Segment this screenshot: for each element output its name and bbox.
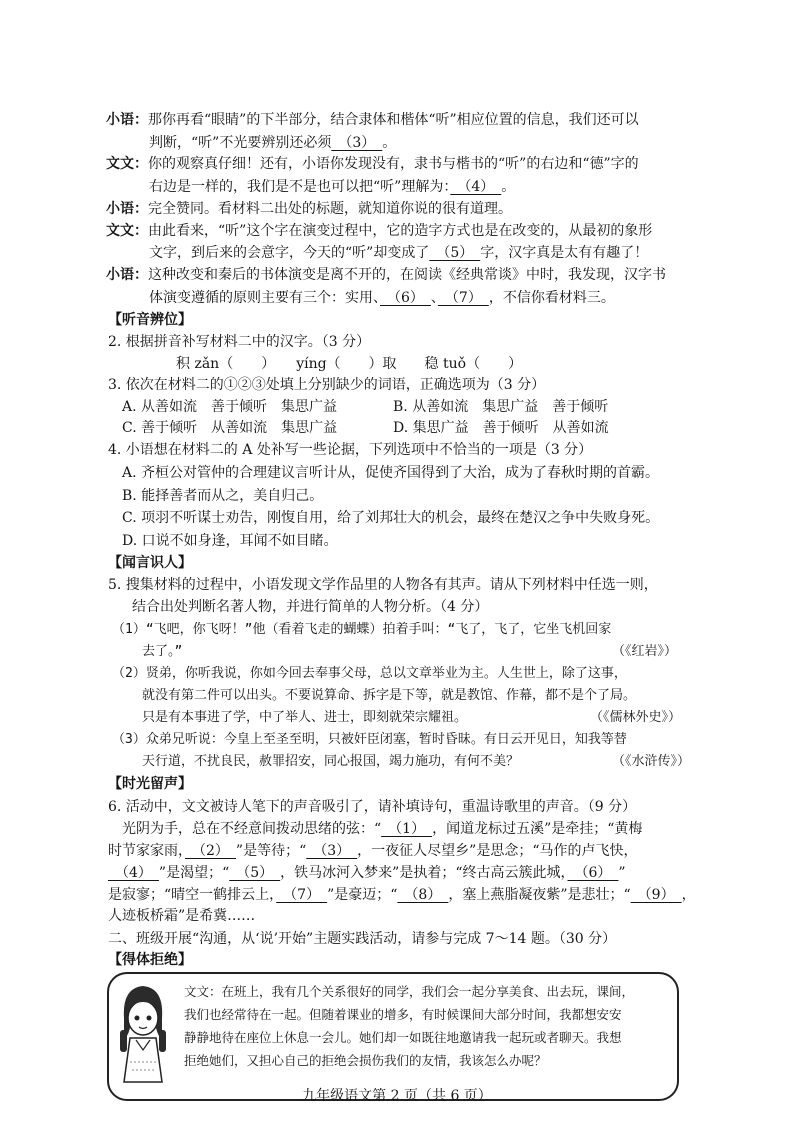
question-3: 3. 依次在材料二的①②③处填上分别缺少的词语，正确选项为（3 分）	[108, 377, 546, 393]
answer-blank[interactable]: （9）	[630, 887, 682, 903]
dialogue-line: 体演变遵循的原则主要有三个：实用、 （6） 、 （7） ，不信你看材料三。	[149, 290, 615, 306]
material-2-line: 就没有第二件可以出头。不要说算命、拆字是下等，就是教馆、作幕，都不是个了局。	[142, 688, 637, 703]
question-2: 2. 根据拼音补写材料二中的汉字。（3 分）	[108, 334, 371, 350]
pinyin-items: 积 zǎn（ ） yíng（ ）取 稳 tuǒ（ ）	[176, 356, 523, 372]
bubble-line: 文文：在班上，我有几个关系很好的同学，我们会一起分享美食、出去玩，课间，	[184, 984, 635, 999]
answer-blank[interactable]: （7）	[276, 887, 328, 903]
dialogue-line: 文文：你的观察真仔细！还有，小语你发现没有，隶书与楷书的“听”的右边和“德”字的	[106, 156, 639, 172]
bubble-line: 拒绝她们，又担心自己的拒绝会损伤我们的友情，我该怎么办呢？	[184, 1053, 547, 1068]
question-5-line2: 结合出处判断名著人物，并进行简单的人物分析。（4 分）	[132, 599, 489, 615]
answer-blank[interactable]: （2）	[185, 843, 236, 859]
option-c[interactable]: C. 项羽不听谋士劝告，刚愎自用，给了刘邦壮大的机会，最终在楚汉之争中失败身死。	[122, 510, 660, 526]
dialogue-line: 小语：这种改变和秦后的书体演变是离不开的，在阅读《经典常谈》中时，我发现，汉字书	[106, 267, 666, 283]
poem-line: 人迹板桥霜”是希冀……	[108, 908, 256, 924]
answer-blank[interactable]: （5）	[229, 865, 281, 881]
answer-blank[interactable]: （6）	[567, 865, 619, 881]
material-1-line: 去了。”	[142, 644, 183, 659]
answer-blank[interactable]: （7）	[437, 290, 489, 306]
girl-avatar-icon	[110, 978, 176, 1086]
option-d[interactable]: D. 口说不如身逢，耳闻不如目睹。	[122, 533, 338, 549]
answer-blank[interactable]: （4）	[108, 865, 159, 881]
part-two-heading: 二、班级开展“沟通，从‘说’开始”主题实践活动，请参与完成 7～14 题。（30 分）	[108, 931, 617, 947]
dialogue-line: 文字，到后来的会意字，今天的“听”却变成了 （5） 字，汉字真是太有有趣了！	[149, 245, 649, 261]
dialogue-line: 小语：那你再看“眼睛”的下半部分，结合隶体和楷体“听”相应位置的信息，我们还可以	[106, 112, 639, 128]
answer-blank[interactable]: （6）	[380, 290, 431, 306]
poem-line: 时节家家雨， （2） ”是等待；“ （3） ，一夜征人尽望乡”是思念；“马作的卢飞快，	[108, 843, 638, 859]
option-d[interactable]: D. 集思广益 善于倾听 从善如流	[393, 420, 609, 436]
section-heading: 【听音辨位】	[108, 312, 192, 328]
section-heading: 【闻言识人】	[108, 555, 192, 571]
answer-blank[interactable]: （3）	[331, 135, 383, 151]
material-3-line: （3）众弟兄听说：今皇上至圣至明，只被奸臣闭塞，暂时昏昧。有日云开见日，知我等替	[112, 732, 627, 747]
bubble-line: 我们也经常待在一起。但随着课业的增多，有时候课间大部分时间，我都想安安	[184, 1007, 622, 1022]
dialogue-line: 右边是一样的，我们是不是也可以把“听”理解为： （4） 。	[149, 179, 516, 195]
page-footer: 九年级语文第 2 页（共 6 页）	[302, 1088, 492, 1104]
dialogue-line: 小语：完全赞同。看材料二出处的标题，就知道你说的很有道理。	[106, 201, 512, 217]
section-heading: 【得体拒绝】	[108, 952, 192, 968]
dialogue-line: 判断，“听”不光要辨别还必须 （3） 。	[149, 135, 397, 151]
dialogue-line: 文文：由此看来，“听”这个字在演变过程中，它的造字方式也是在改变的，从最初的象形	[106, 223, 653, 239]
answer-blank[interactable]: （3）	[306, 843, 358, 859]
material-2-source: （《儒林外史》）	[590, 710, 682, 725]
material-1-source: （《红岩》）	[612, 644, 678, 659]
question-5: 5. 搜集材料的过程中，小语发现文学作品里的人物各有其声。请从下列材料中任选一则，	[108, 577, 658, 593]
material-2-line: （2）贤弟，你听我说，你如今回去奉事父母，总以文章举业为主。人生世上，除了这事，	[112, 666, 627, 681]
option-b[interactable]: B. 能择善者而从之，美自归己。	[122, 488, 324, 504]
option-b[interactable]: B. 从善如流 集思广益 善于倾听	[393, 399, 609, 415]
answer-blank[interactable]: （1）	[381, 821, 433, 837]
poem-line: 是寂寥；“晴空一鹤排云上， （7） ”是豪迈；“ （8） ，塞上燕脂凝夜紫”是悲壮；“ （9） ，	[108, 887, 696, 903]
question-6: 6. 活动中，文文被诗人笔下的声音吸引了，请补填诗句，重温诗歌里的声音。（9 分）	[108, 799, 637, 815]
material-1-line: （1）“飞吧，你飞呀！”他（看着飞走的蝴蝶）拍着手叫：“飞了，飞了，它坐飞机回家	[112, 622, 612, 637]
material-2-line: 只是有本事进了学，中了举人、进士，即刻就荣宗耀祖。	[142, 710, 468, 725]
option-a[interactable]: A. 齐桓公对管仲的合理建议言听计从，促使齐国得到了大治，成为了春秋时期的首霸。	[122, 465, 660, 481]
answer-blank[interactable]: （5）	[429, 245, 481, 261]
material-3-source: （《水浒传》）	[612, 754, 691, 769]
section-heading: 【时光留声】	[108, 776, 192, 792]
option-a[interactable]: A. 从善如流 善于倾听 集思广益	[122, 399, 338, 415]
answer-blank[interactable]: （8）	[397, 887, 449, 903]
question-4: 4. 小语想在材料二的 A 处补写一些论据，下列选项中不恰当的一项是（3 分）	[108, 442, 593, 458]
poem-line: （4） ”是渴望；“ （5） ，铁马冰河入梦来”是执着；“终古高云簇此城， （6） ”	[108, 865, 626, 881]
option-c[interactable]: C. 善于倾听 从善如流 集思广益	[122, 420, 338, 436]
material-3-line: 天行道，不扰良民，赦罪招安，同心报国，竭力施功，有何不美？	[142, 754, 520, 769]
bubble-line: 静静地待在座位上休息一会儿。她们却一如既往地邀请我一起玩或者聊天。我想	[184, 1030, 622, 1045]
answer-blank[interactable]: （4）	[450, 179, 502, 195]
poem-line: 光阴为手，总在不经意间拨动思绪的弦：“ （1） ，闻道龙标过五溪”是牵挂；“黄梅	[122, 821, 643, 837]
